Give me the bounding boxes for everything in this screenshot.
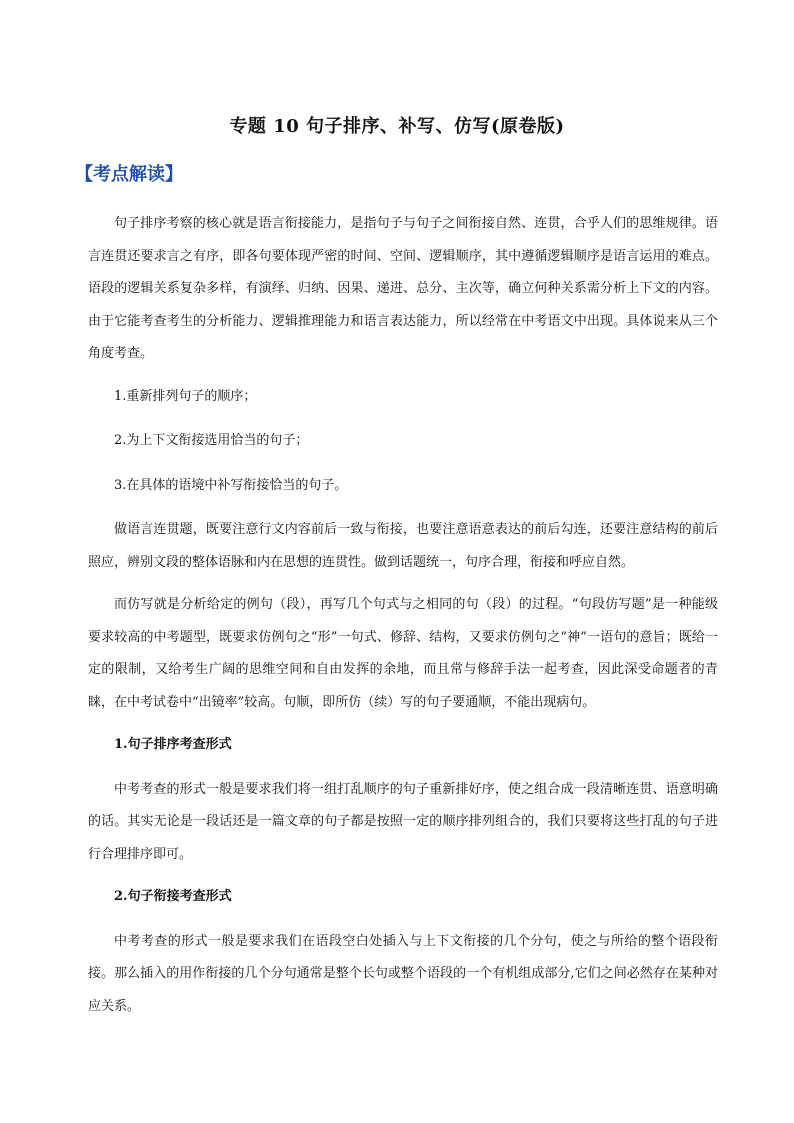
paragraph-imitation: 而仿写就是分析给定的例句（段），再写几个句式与之相同的句（段）的过程。“句段仿写题”是一种能级要求较高的中考题型，既要求仿例句之“形”一句式、修辞、结构，又要求仿例句之“神”一语句的意旨；既给一定的限制，又给考生广阔的思维空间和自由发挥的余地，而且常与修辞手法一起考查，因此深受命题者的青睐，在中考试卷中“出镜率”较高。句顺，即所仿（续）写的句子要通顺，不能出现病句。	[88, 597, 718, 710]
paragraph-ordering: 中考考查的形式一般是要求我们将一组打乱顺序的句子重新排好序，使之组合成一段清晰连贯、语意明确的话。其实无论是一段话还是一篇文章的句子都是按照一定的顺序排列组合的，我们只要将这些打乱的句子进行合理排序即可。	[88, 781, 718, 862]
list-item: 3.在具体的语境中补写衔接恰当的句子。	[114, 477, 348, 493]
section-heading: 【考点解读】	[75, 164, 183, 185]
subheading-sentence-cohesion: 2.句子衔接考查形式	[114, 889, 232, 904]
document-body	[88, 208, 718, 1033]
subheading-sentence-ordering: 1.句子排序考查形式	[114, 737, 232, 752]
paragraph-intro: 句子排序考察的核心就是语言衔接能力，是指句子与句子之间衔接自然、连贯，合乎人们的思维规律。语言连贯还要求言之有序，即各句要体现严密的时间、空间、逻辑顺序，其中遵循逻辑顺序是语言运用的难点。语段的逻辑关系复杂多样，有演绎、归纳、因果、递进、总分、主次等，确立何种关系需分析上下文的内容。由于它能考查考生的分析能力、逻辑推理能力和语言表达能力，所以经常在中考语文中出现。具体说来从三个角度考查。	[88, 216, 718, 361]
paragraph-coherence: 做语言连贯题，既要注意行文内容前后一致与衔接，也要注意语意表达的前后勾连，还要注意结构的前后照应，辨别文段的整体语脉和内在思想的连贯性。做到话题统一，句序合理，衔接和呼应自然。	[88, 522, 718, 570]
list-item: 1.重新排列句子的顺序；	[114, 388, 257, 404]
paragraph-cohesion: 中考考查的形式一般是要求我们在语段空白处插入与上下文衔接的几个分句，使之与所给的整个语段衔接。那么插入的用作衔接的几个分句通常是整个长句或整个语段的一个有机组成部分,它们之间必然存在某种对应关系。	[88, 933, 718, 1014]
list-item: 2.为上下文衔接选用恰当的句子；	[114, 433, 309, 448]
document-title: 专题 10 句子排序、补写、仿写(原卷版)	[229, 116, 565, 137]
